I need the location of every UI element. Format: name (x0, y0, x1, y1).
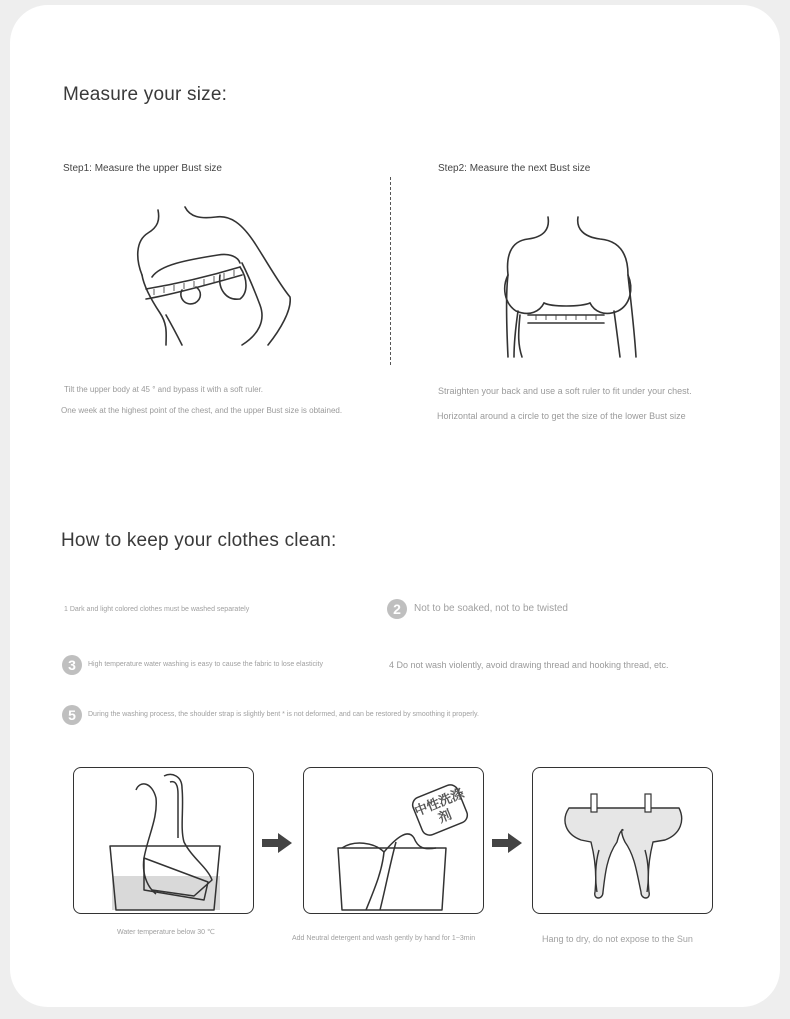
soak-panel (73, 767, 254, 914)
hang-dry-panel (532, 767, 713, 914)
hanging-bra-illustration (533, 768, 714, 915)
caption-hang-dry: Hang to dry, do not expose to the Sun (542, 934, 693, 944)
detergent-label: 中性洗涤剂 (412, 785, 467, 826)
number-badge-3: 3 (62, 655, 82, 675)
measure-title: Measure your size: (63, 84, 228, 105)
caption-soak: Water temperature below 30 ℃ (117, 929, 215, 936)
number-badge-5: 5 (62, 705, 82, 725)
care-tip-4: 4 Do not wash violently, avoid drawing thread and hooking thread, etc. (389, 660, 669, 670)
arrow-right-icon-1 (262, 833, 294, 853)
step2-note1: Straighten your back and use a soft ruler to fit under your chest. (438, 386, 692, 396)
care-tip-3: High temperature water washing is easy to cause the fabric to lose elasticity (88, 661, 324, 668)
upper-bust-illustration (130, 205, 295, 350)
step2-label: Step2: Measure the next Bust size (438, 163, 591, 174)
step1-label: Step1: Measure the upper Bust size (63, 163, 222, 174)
care-tip-2: Not to be soaked, not to be twisted (414, 603, 568, 614)
step1-note1: Tilt the upper body at 45 ° and bypass it with a soft ruler. (64, 385, 264, 394)
arrow-right-icon-2 (492, 833, 524, 853)
step1-note2: One week at the highest point of the chest, and the upper Bust size is obtained. (61, 406, 343, 415)
lower-bust-illustration (500, 215, 645, 360)
detergent-panel (303, 767, 484, 914)
care-title: How to keep your clothes clean: (61, 530, 337, 551)
care-tip-1: 1 Dark and light colored clothes must be washed separately (64, 606, 250, 613)
basin-water-illustration (74, 768, 255, 915)
caption-detergent: Add Neutral detergent and wash gently by hand for 1~3min (292, 935, 476, 942)
number-badge-2: 2 (387, 599, 407, 619)
step-divider (390, 177, 391, 365)
care-tip-5: During the washing process, the shoulder strap is slightly bent * is not deformed, and can be restored by smoothing it properly. (88, 711, 479, 718)
step2-note2: Horizontal around a circle to get the size of the lower Bust size (437, 411, 686, 421)
